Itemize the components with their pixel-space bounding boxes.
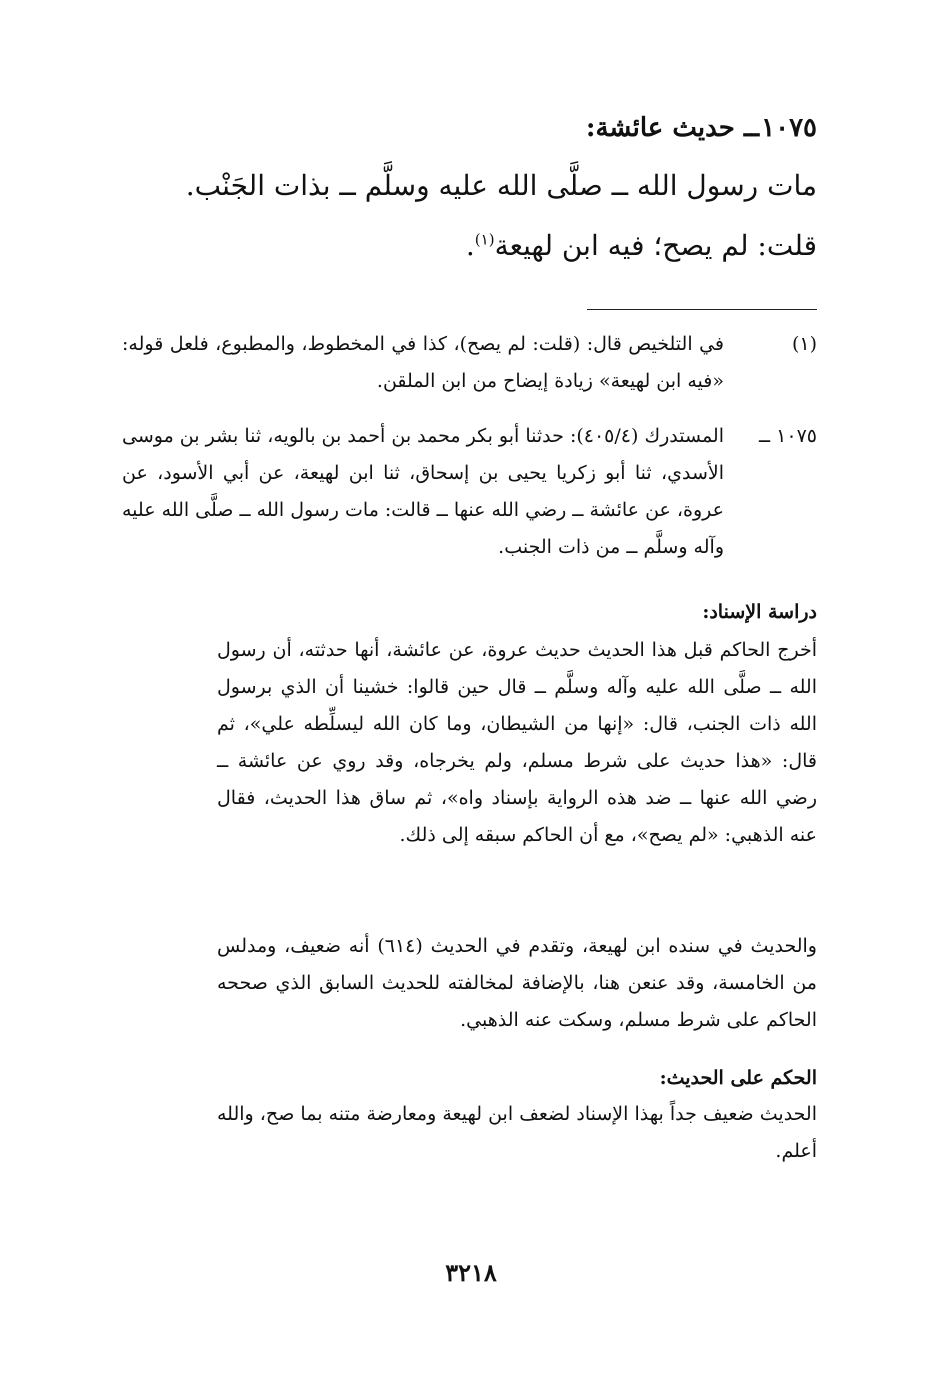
verdict-text: قلت: لم يصح؛ فيه ابن لهيعة	[494, 229, 817, 262]
verdict-end: .	[465, 229, 475, 262]
footnote-number: (١)	[791, 333, 817, 355]
hadith-title: حديث عائشة:	[585, 113, 735, 143]
footnote-1	[122, 326, 817, 400]
ruling-paragraph: الحديث ضعيف جداً بهذا الإسناد لضعف ابن لهيعة ومعارضة متنه بما صح، والله أعلم.	[217, 1103, 817, 1162]
footnote-number: ١٠٧٥ ــ	[758, 425, 817, 447]
footnote-text: المستدرك (٤٠٥/٤): حدثنا أبو بكر محمد بن أحمد بن بالويه، ثنا بشر بن موسى الأسدي، ثنا أبو زكريا يحيى بن إسحاق، ثنا ابن لهيعة، عن أبي الأسود، عن عروة، عن عائشة ــ رضي الله عنها ــ قالت: مات رسول الله ــ صلَّى الله عليه وآله وسلَّم ــ من ذات الجنب.	[122, 425, 725, 558]
hadith-matn: مات رسول الله ــ صلَّى الله عليه وسلَّم ــ بذات الجَنْب.	[185, 169, 817, 202]
hadith-heading	[122, 108, 817, 148]
isnad-study-paragraph: والحديث في سنده ابن لهيعة، وتقدم في الحديث (٦١٤) أنه ضعيف، ومدلس من الخامسة، وقد عنعن هنا، بالإضافة لمخالفته للحديث السابق الذي صححه الحاكم على شرط مسلم، وسكت عنه الذهبي.	[217, 935, 817, 1031]
page-number: ٣٢١٨	[445, 1258, 497, 1287]
hadith-verdict	[122, 224, 817, 268]
ruling-heading: الحكم على الحديث:	[659, 1067, 817, 1089]
footnote-takhrij	[122, 418, 817, 566]
footnote-text: في التلخيص قال: (قلت: لم يصح)، كذا في المخطوط، والمطبوع، فلعل قوله: «فيه ابن لهيعة» زيادة إيضاح من ابن الملقن.	[122, 333, 724, 392]
footnote-separator	[587, 309, 817, 310]
hadith-number: ١٠٧٥	[761, 113, 817, 143]
isnad-study-heading: دراسة الإسناد:	[702, 601, 817, 623]
isnad-study-paragraph: أخرج الحاكم قبل هذا الحديث حديث عروة، عن عائشة، أنها حدثته، أن رسول الله ــ صلَّى الله عليه وآله وسلَّم ــ قال حين قالوا: خشينا أن الذي برسول الله ذات الجنب، قال: «إنها من الشيطان، وما كان الله ليسلِّطه علي»، ثم قال: «هذا حديث على شرط مسلم، ولم يخرجاه، وقد روي عن عائشة ــ رضي الله عنها ــ ضد هذه الرواية بإسناد واه»، ثم ساق هذا الحديث، فقال عنه الذهبي: «لم يصح»، مع أن الحاكم سبقه إلى ذلك.	[217, 639, 817, 846]
hadith-dash: ــ	[743, 113, 760, 143]
footnote-ref: (١)	[474, 230, 495, 249]
